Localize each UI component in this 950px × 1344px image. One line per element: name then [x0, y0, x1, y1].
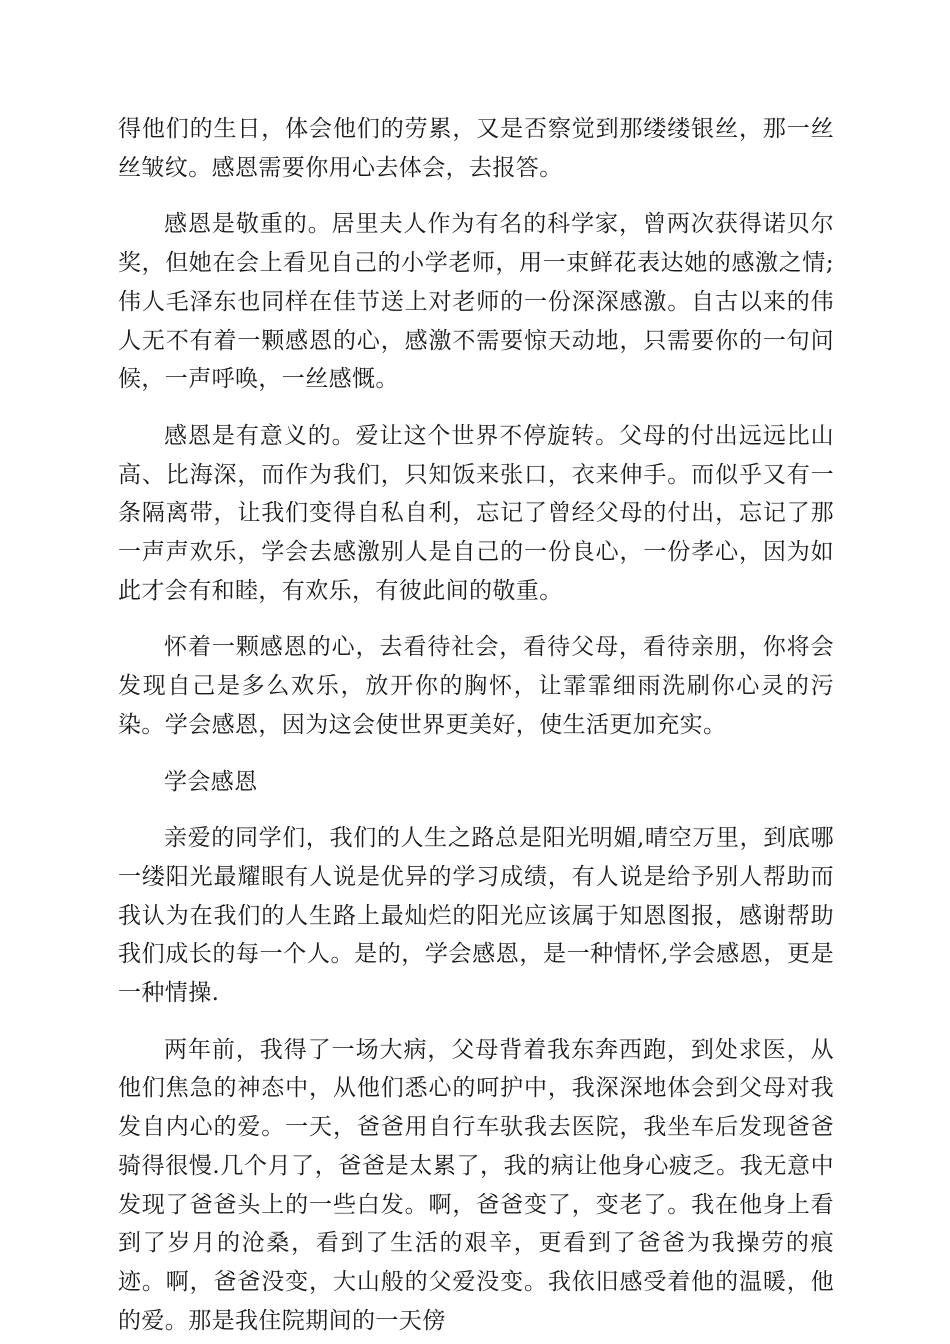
paragraph-5: 亲爱的同学们，我们的人生之路总是阳光明媚,晴空万里，到底哪一缕阳光最耀眼有人说是优异的学习成绩，有人说是给予别人帮助而我认为在我们的人生路上最灿烂的阳光应该属于知恩图报，感谢帮助我们成长的每一个人。是的，学会感恩，是一种情怀,学会感恩，更是一种情操.	[118, 825, 834, 1007]
document-body	[118, 110, 834, 1340]
paragraph-1: 得他们的生日，体会他们的劳累，又是否察觉到那缕缕银丝，那一丝丝皱纹。感恩需要你用心去体会，去报答。	[118, 116, 834, 181]
paragraph-2: 感恩是敬重的。居里夫人作为有名的科学家，曾两次获得诺贝尔奖，但她在会上看见自己的小学老师，用一束鲜花表达她的感激之情;伟人毛泽东也同样在佳节送上对老师的一份深深感激。自古以来的伟人无不有着一颗感恩的心，感激不需要惊天动地，只需要你的一句问候，一声呼唤，一丝感慨。	[118, 211, 834, 393]
paragraph-6: 两年前，我得了一场大病，父母背着我东奔西跑，到处求医，从他们焦急的神态中，从他们悉心的呵护中，我深深地体会到父母对我发自内心的爱。一天，爸爸用自行车驮我去医院，我坐车后发现爸爸骑得很慢.几个月了，爸爸是太累了，我的病让他身心疲乏。我无意中发现了爸爸头上的一些白发。啊，爸爸变了，变老了。我在他身上看到了岁月的沧桑，看到了生活的艰辛，更看到了爸爸为我操劳的痕迹。啊，爸爸没变，大山般的父爱没变。我依旧感受着他的温暖，他的爱。那是我住院期间的一天傍	[118, 1036, 834, 1334]
section-heading: 学会感恩	[164, 768, 258, 795]
paragraph-3: 感恩是有意义的。爱让这个世界不停旋转。父母的付出远远比山高、比海深，而作为我们，只知饭来张口，衣来伸手。而似乎又有一条隔离带，让我们变得自私自利，忘记了曾经父母的付出，忘记了那一声声欢乐，学会去感激别人是自己的一份良心，一份孝心，因为如此才会有和睦，有欢乐，有彼此间的敬重。	[118, 422, 834, 604]
paragraph-4: 怀着一颗感恩的心，去看待社会，看待父母，看待亲朋，你将会发现自己是多么欢乐，放开你的胸怀，让霏霏细雨洗刷你心灵的污染。学会感恩，因为这会使世界更美好，使生活更加充实。	[118, 634, 834, 738]
